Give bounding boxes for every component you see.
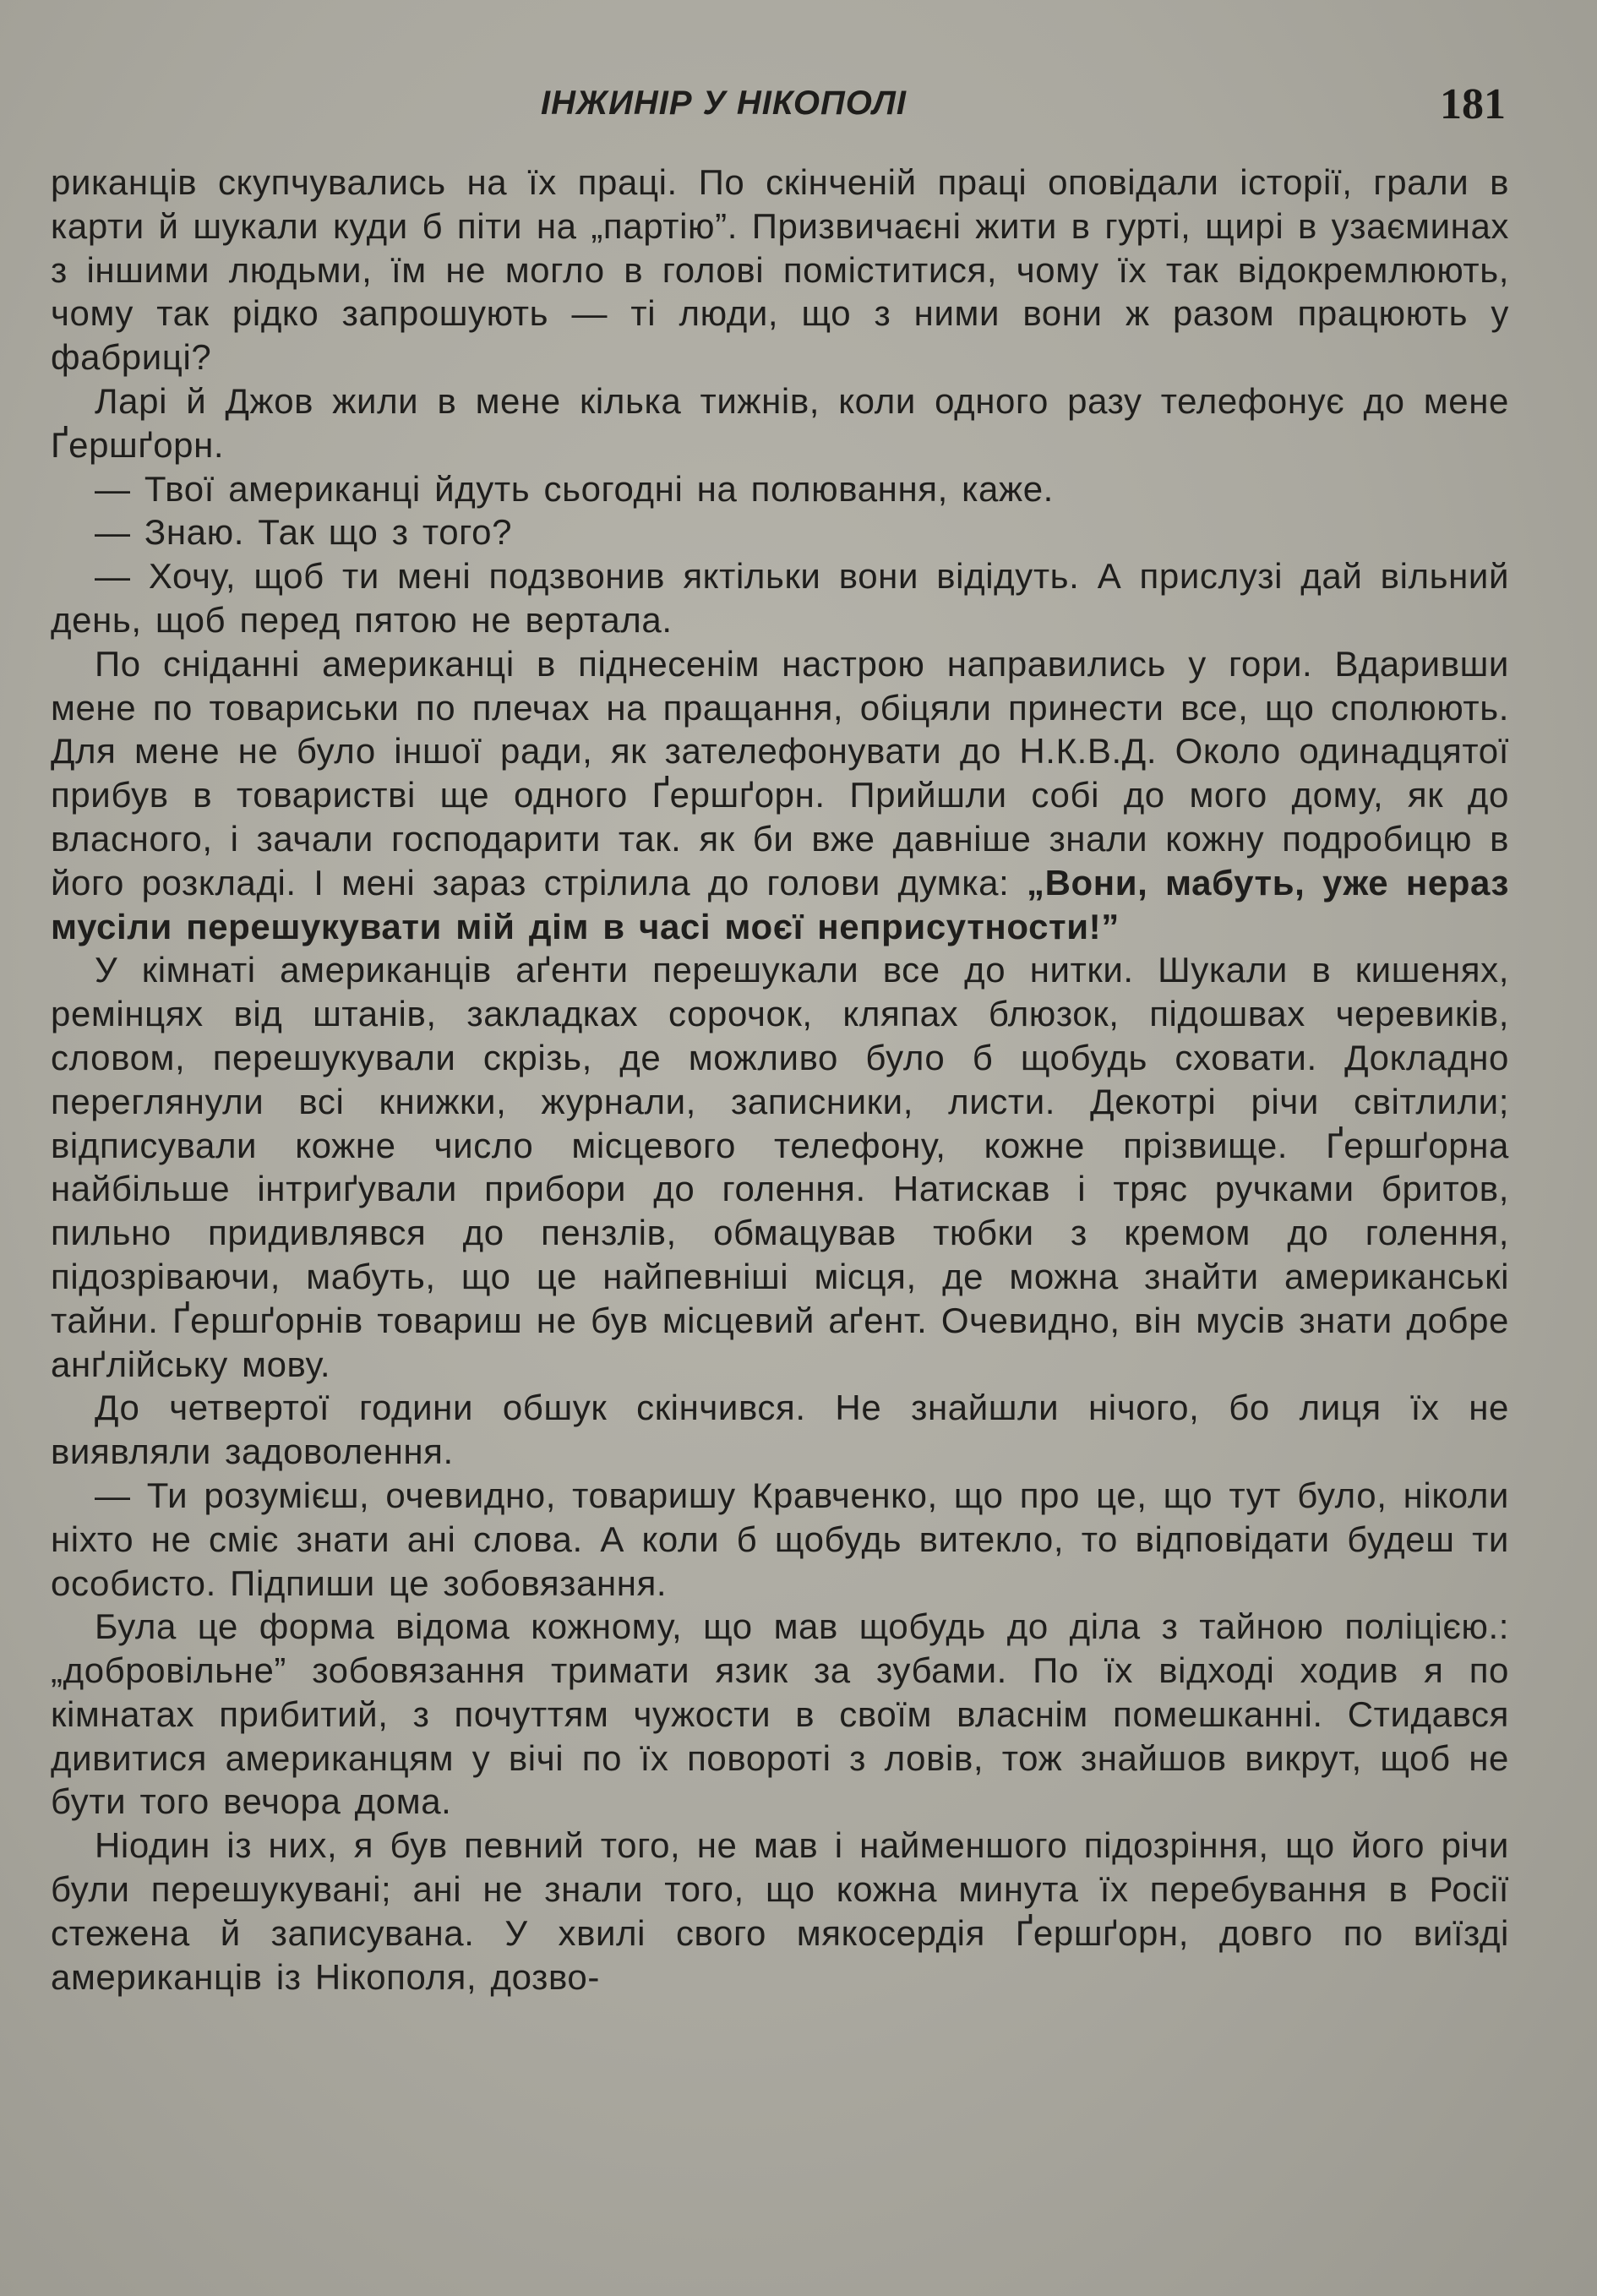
paragraph: Ніодин із них, я був певний того, не мав і найменшого підозріння, що його річи були перешукувані; ані не знали того, що кожна минута їх перебування в Росії стежена й записувана. У хвилі свого мякосердія Ґершґорн, довго по виїзді американців із Нікополя, дозво- <box>51 1825 1509 1997</box>
page-header <box>0 80 1597 144</box>
body-text <box>51 161 1509 1999</box>
dialogue-line: — Ти розумієш, очевидно, товаришу Кравченко, що про це, що тут було, ніколи ніхто не сміє знати ані слова. А коли б щобудь витекло, то відповідати будеш ти особисто. Підпиши це зобовязання. <box>51 1475 1509 1603</box>
paragraph: До четвертої години обшук скінчився. Не знайшли нічого, бо лиця їх не виявляли задоволення. <box>51 1388 1509 1472</box>
paragraph: Була це форма відома кожному, що мав щобудь до діла з тайною поліцією.: „добровільне” зобовязання тримати язик за зубами. По їх відході ходив я по кімнатах прибитий, з почуттям чужости в своїм власнім помешканні. Стидався дивитися американцям у вічі по їх повороті з ловів, тож знайшов викрут, щоб не бути того вечора дома. <box>51 1606 1509 1822</box>
paragraph: Ларі й Джов жили в мене кілька тижнів, коли одного разу телефонує до мене Ґершґорн. <box>51 380 1509 465</box>
paragraph-text: По сніданні американці в піднесенім настрою направились у гори. Вдаривши мене по товариськи по плечах на пращання, обіцяли принести все, що сполюють. Для мене не було іншої ради, як зателефонувати до Н.К.В.Д. Около одинадцятої прибув в товаристві ще одного Ґершґорн. Прийшли собі до мого дому, як до власного, і зачали господарити так. як би вже давніше знали кожну подробицю в його розкладі. І мені зараз стрілила до голови думка: <box>51 643 1509 903</box>
dialogue-line: — Твої американці йдуть сьогодні на полювання, каже. <box>95 468 1054 509</box>
running-title: ІНЖИНІР У НІКОПОЛІ <box>541 85 907 122</box>
paragraph: риканців скупчувались на їх праці. По скінченій праці оповідали історії, грали в карти й шукали куди б піти на „партію”. Призвичаєні жити в гурті, щирі в узаєминах з іншими людьми, їм не могло в голові поміститися, чому їх так відокремлюють, чому так рідко запрошують — ті люди, що з ними вони ж разом працюють у фабриці? <box>51 162 1509 378</box>
dialogue-line: — Хочу, щоб ти мені подзвонив яктільки вони відідуть. А прислузі дай вільний день, щоб перед пятою не вертала. <box>51 556 1509 640</box>
paragraph: У кімнаті американців аґенти перешукали все до нитки. Шукали в кишенях, ремінцях від штанів, закладках сорочок, кляпах блюзок, підошвах черевиків, словом, перешукували скрізь, де можливо було б щобудь сховати. Докладно переглянули всі книжки, журнали, записники, листи. Декотрі річи світлили; відписували кожне число місцевого телефону, кожне прізвище. Ґершґорна найбільше інтриґували прибори до голення. Натискав і тряс ручками бритов, пильно придивлявся до пензлів, обмацував тюбки з кремом до голення, підозріваючи, мабуть, що це найпевніші місця, де можна знайти американські тайни. Ґершґорнів товариш не був місцевий аґент. Очевидно, він мусів знати добре анґлійську мову. <box>51 950 1509 1384</box>
dialogue-line: — Знаю. Так що з того? <box>95 512 513 553</box>
page-number: 181 <box>1440 80 1506 128</box>
paragraph <box>51 642 1509 949</box>
bold-quote: „Вони, мабуть, уже нераз мусіли перешукувати мій дім в часі моєї неприсутности!” <box>51 862 1509 946</box>
